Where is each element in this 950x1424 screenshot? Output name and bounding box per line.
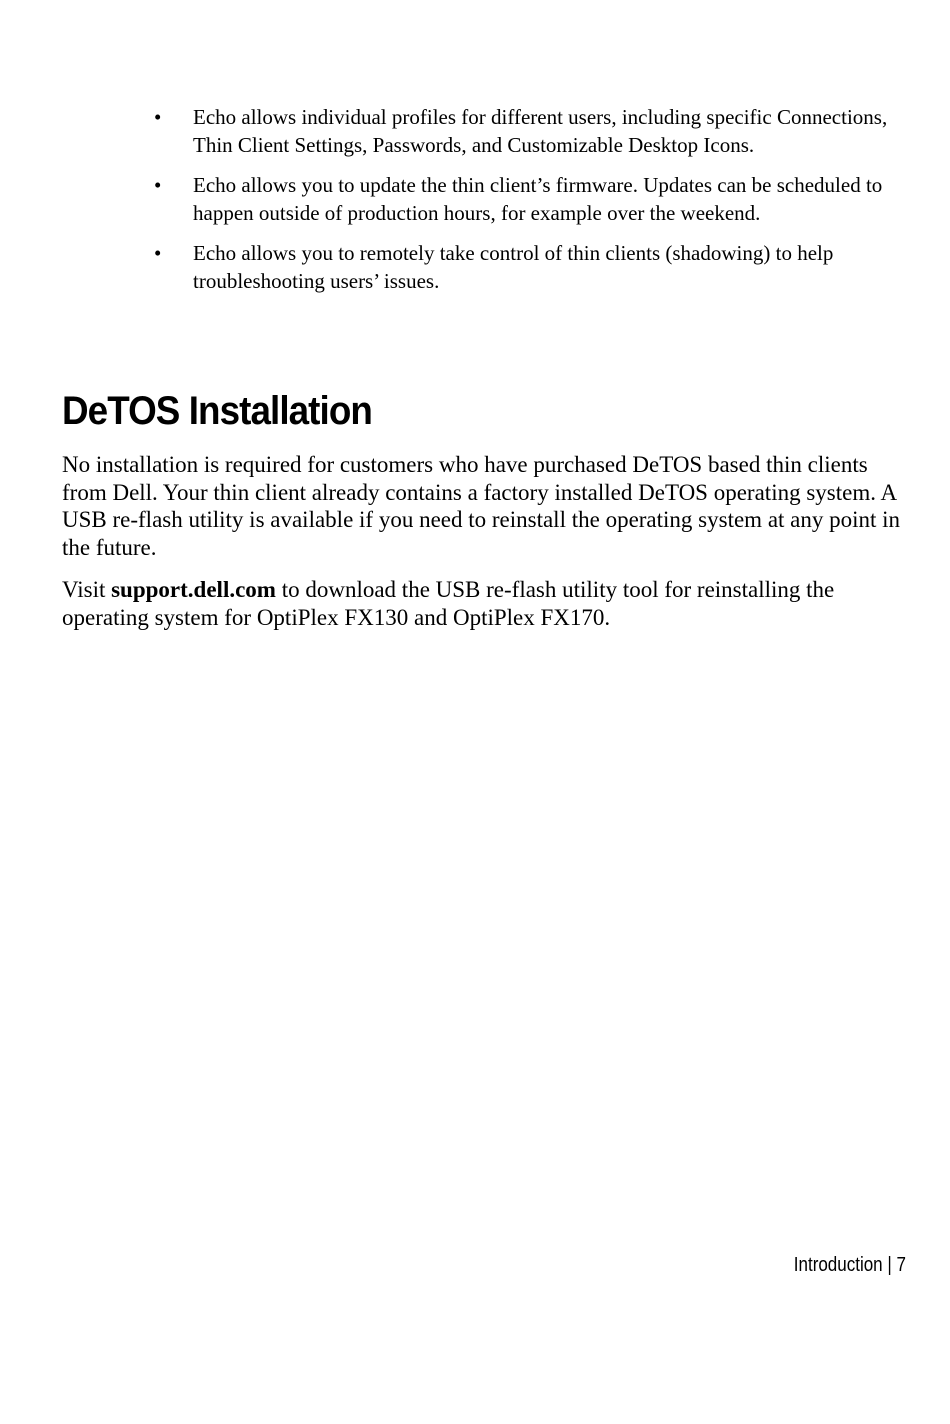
page-footer [794,1252,906,1278]
page-number: 7 [896,1254,906,1276]
bullet-item-profiles [0,104,903,159]
bullet-item-shadowing [0,240,903,295]
bullet-text: Echo allows individual profiles for different users, including specific Connections, Thin Client Settings, Passwords, and Customizable Desktop Icons. [193,105,888,157]
footer-separator: | [882,1254,897,1276]
bullet-item-firmware [0,172,903,227]
bullet-icon: • [154,173,162,197]
support-link[interactable]: support.dell.com [111,577,276,602]
bullet-icon: • [154,241,162,265]
bullet-icon: • [154,105,162,129]
section-heading: DeTOS Installation [62,389,372,433]
installation-paragraph: No installation is required for customers who have purchased DeTOS based thin clients from Dell. Your thin client already contains a factory installed DeTOS operating system. A USB re-flash utility is available if you need to reinstall the operating system at any point in the future. [62,452,901,560]
footer-section: Introduction [793,1254,883,1276]
download-prefix: Visit [62,577,112,602]
bullet-text: Echo allows you to remotely take control of thin clients (shadowing) to help troubleshooting users’ issues. [193,241,834,293]
download-suffix: to download the USB re-flash utility tool for reinstalling the operating system for OptiPlex FX130 and OptiPlex FX170. [62,577,835,630]
bullet-text: Echo allows you to update the thin client’s firmware. Updates can be scheduled to happen outside of production hours, for example over the weekend. [193,173,883,225]
download-paragraph [62,576,907,631]
feature-bullet-list [0,104,950,308]
